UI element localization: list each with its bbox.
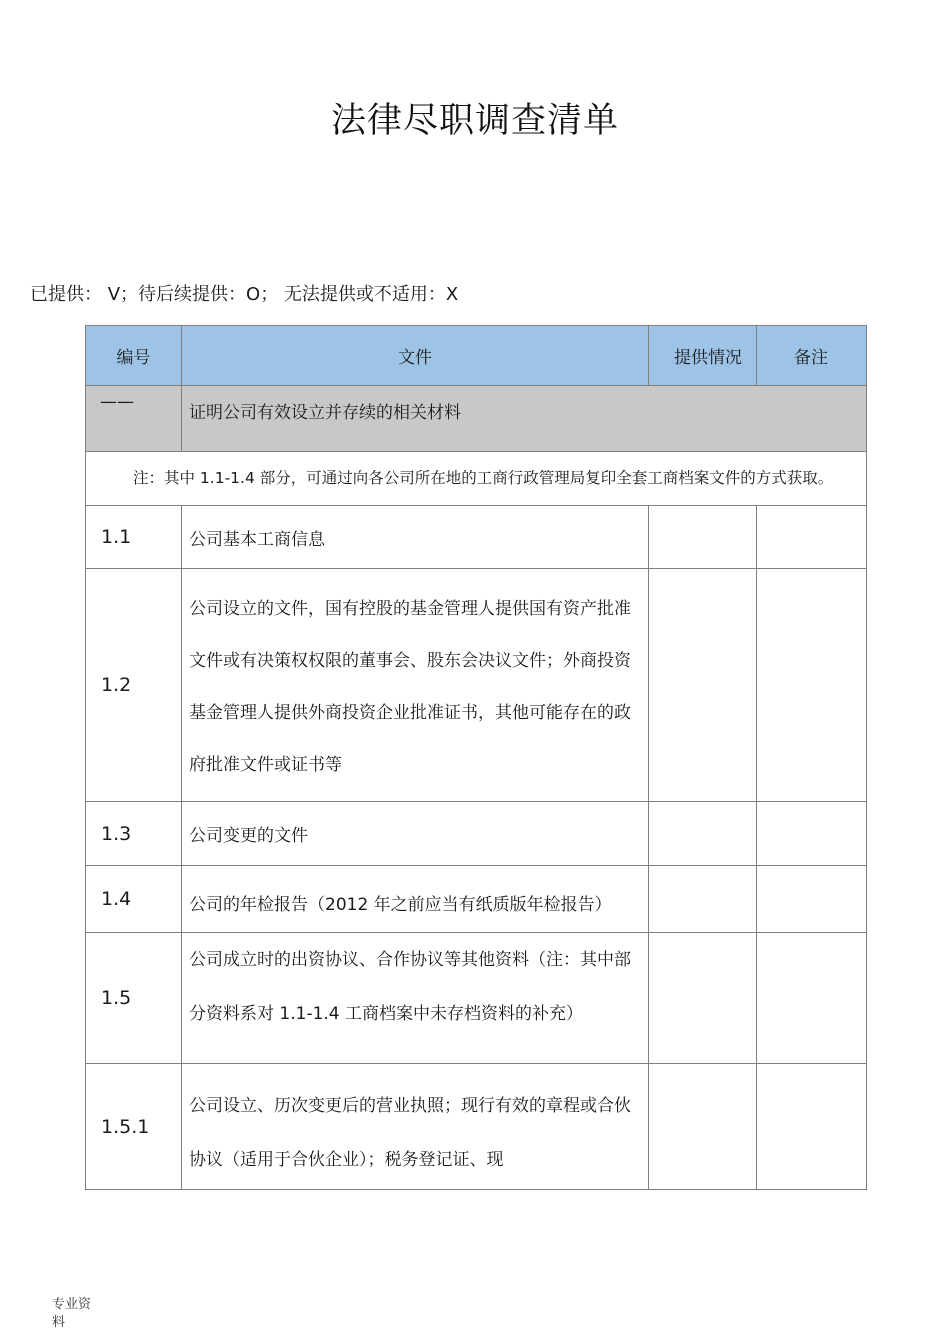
row-status-cell[interactable]: [649, 802, 757, 866]
row-status-cell[interactable]: [649, 1064, 757, 1190]
row-number: 1.1: [86, 506, 182, 569]
section-row: [86, 386, 867, 452]
header-remark: 备注: [757, 326, 867, 386]
row-remark-cell[interactable]: [757, 933, 867, 1064]
table-row: [86, 866, 867, 933]
row-document: 公司变更的文件: [182, 802, 649, 866]
table-row: [86, 569, 867, 802]
row-document: 公司成立时的出资协议、合作协议等其他资料（注：其中部分资料系对 1.1-1.4 工商档案中未存档资料的补充）: [182, 933, 649, 1064]
row-number: 1.5: [86, 933, 182, 1064]
footer-label: 专业资料: [52, 1297, 92, 1330]
row-status-cell[interactable]: [649, 569, 757, 802]
header-document: 文件: [182, 326, 649, 386]
row-remark-cell[interactable]: [757, 506, 867, 569]
section-title: 证明公司有效设立并存续的相关材料: [182, 386, 867, 452]
row-remark-cell[interactable]: [757, 569, 867, 802]
row-status-cell[interactable]: [649, 933, 757, 1064]
header-number: 编号: [86, 326, 182, 386]
row-document: 公司设立、历次变更后的营业执照；现行有效的章程或合伙协议（适用于合伙企业）；税务登记证、现: [182, 1064, 649, 1190]
row-number: 1.5.1: [86, 1064, 182, 1190]
checklist-table: [85, 325, 867, 1190]
header-status: 提供情况: [649, 326, 757, 386]
table-row: [86, 1064, 867, 1190]
note-row: [86, 452, 867, 506]
row-document: 公司的年检报告（2012 年之前应当有纸质版年检报告）: [182, 866, 649, 933]
table-row: [86, 506, 867, 569]
row-remark-cell[interactable]: [757, 802, 867, 866]
row-number: 1.4: [86, 866, 182, 933]
page-title: 法律尽职调查清单: [330, 101, 619, 141]
row-status-cell[interactable]: [649, 506, 757, 569]
row-remark-cell[interactable]: [757, 866, 867, 933]
row-status-cell[interactable]: [649, 866, 757, 933]
status-legend: 已提供： V；待后续提供：O； 无法提供或不适用：X: [30, 284, 459, 305]
row-number: 1.3: [86, 802, 182, 866]
table-row: [86, 802, 867, 866]
note-text: 注：其中 1.1-1.4 部分，可通过向各公司所在地的工商行政管理局复印全套工商档案文件的方式获取。: [86, 452, 867, 506]
row-document: 公司基本工商信息: [182, 506, 649, 569]
row-number: 1.2: [86, 569, 182, 802]
table-header-row: [86, 326, 867, 386]
section-number: ——: [86, 386, 182, 452]
row-remark-cell[interactable]: [757, 1064, 867, 1190]
row-document: 公司设立的文件，国有控股的基金管理人提供国有资产批准文件或有决策权权限的董事会、股东会决议文件；外商投资基金管理人提供外商投资企业批准证书，其他可能存在的政府批准文件或证书等: [182, 569, 649, 802]
table-row: [86, 933, 867, 1064]
